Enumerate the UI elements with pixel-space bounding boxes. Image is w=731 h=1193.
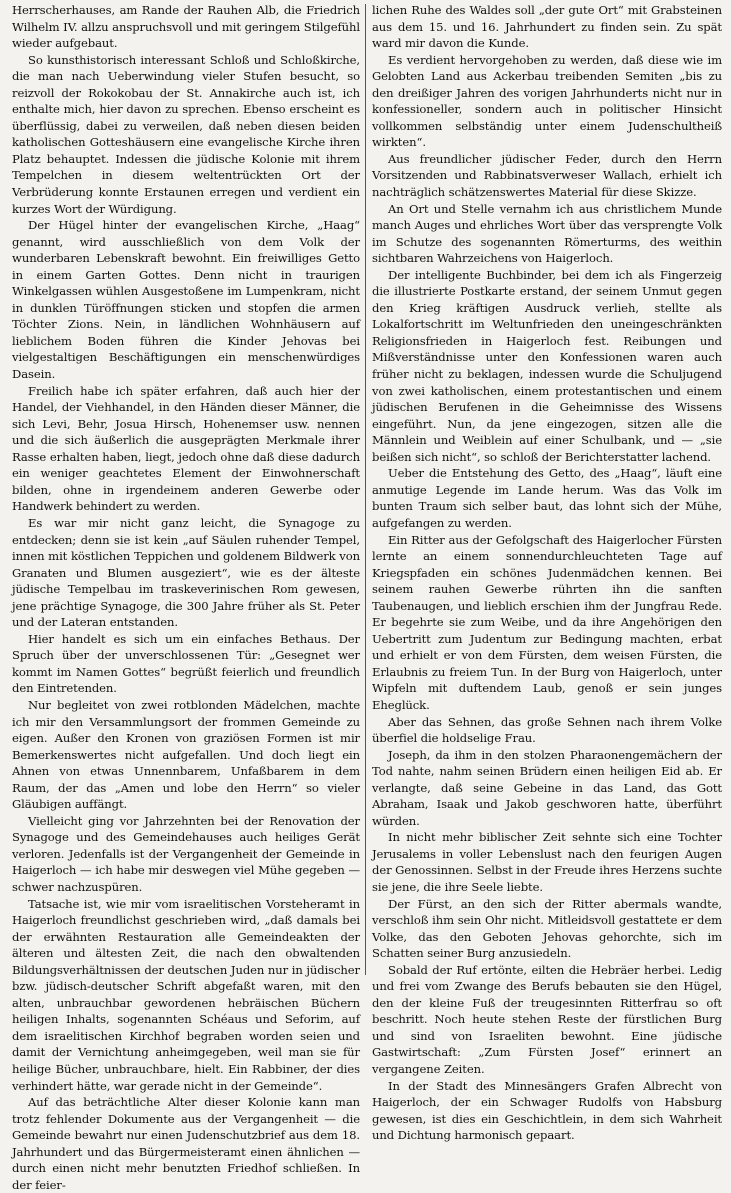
paragraph: lichen Ruhe des Waldes soll „der gute Ort“ mit Grabsteinen aus dem 15. und 16. Jahrhundert zu finden sein. Zu spät ward mir davon die Kunde. (372, 3, 722, 51)
paragraph: Hier handelt es sich um ein einfaches Bethaus. Der Spruch über der unverschlossenen Tür: „Gesegnet wer kommt im Namen Gottes“ begrüßt feierlich und freundlich den Eintretenden. (12, 631, 360, 696)
paragraph: Es verdient hervorgehoben zu werden, daß diese wie im Gelobten Land aus Ackerbau treibenden Semiten „bis zu den dreißiger Jahren des vorigen Jahrhunderts nicht nur in konfessioneller, sondern auch in politischer Hinsicht vollkommen selbständig unter einem Judenschultheiß wirkten“. (372, 52, 722, 150)
paragraph: Der Hügel hinter der evangelischen Kirche, „Haag“ genannt, wird ausschließlich von dem Volk der wunderbaren Lebenskraft bewohnt. Ein freiwilliges Getto in einem Garten Gottes. Denn nicht in traurigen Winkelgassen wühlen Ausgestoßene im Lumpenkram, nicht in dunklen Türöffnungen sticken und stopfen die armen Töchter Zions. Nein, in ländlichen Wohnhäusern auf lieblichem Boden führen die Kinder Jehovas bei vielgestaltigen Beschäftigungen ein menschenwürdiges Dasein. (12, 218, 360, 382)
paragraph: So kunsthistorisch interessant Schloß und Schloßkirche, die man nach Ueberwindung vieler Stufen besucht, so reizvoll der Rokokobau der St. Annakirche auch ist, ich enthalte mich, hier davon zu sprechen. Ebenso erscheint es überflüssig, dabei zu verweilen, daß neben diesen beiden katholischen Gotteshäusern eine evangelische Kirche ihren Platz behauptet. Indessen die jüdische Kolonie mit ihrem Tempelchen in diesem weltentrückten Ort der Verbrüderung konnte Erstaunen erregen und verdient ein kurzes Wort der Würdigung. (12, 52, 360, 216)
paragraph: An Ort und Stelle vernahm ich aus christlichem Munde manch Auges und ehrliches Wort über das versprengte Volk im Schutze des sogenannten Römerturms, des weithin sichtbaren Wahrzeichens von Haigerloch. (372, 201, 722, 266)
column-divider (365, 4, 366, 975)
paragraph: Aus freundlicher jüdischer Feder, durch den Herrn Vorsitzenden und Rabbinatsverweser Wallach, erhielt ich nachträglich schätzenswertes Material für diese Skizze. (372, 151, 722, 200)
paragraph: Tatsache ist, wie mir vom israelitischen Vorsteheramt in Haigerloch freundlichst geschrieben wird, „daß damals bei der erwähnten Restauration alle Gemeindeakten der älteren und ältesten Zeit, die nach den obwaltenden Bildungsverhältnissen der deutschen Juden nur in jüdischer bzw. jüdisch-deutscher Schrift abgefaßt waren, mit den alten, unbrauchbar gewordenen hebräischen Büchern heiligen Inhalts, sogenannten Schéaus und Seforim, auf dem israelitischen Kirchhof begraben worden seien und damit der Vernichtung anheimgegeben, weil man sie für heilige Bücher, unbrauchbare, hielt. Ein Rabbiner, der dies verhindert hätte, war gerade nicht in der Gemeinde“. (12, 896, 360, 1093)
paragraph: Auf das beträchtliche Alter dieser Kolonie kann man trotz fehlender Dokumente aus der Vergangenheit — die Gemeinde bewahrt nur einen Judenschutzbrief aus dem 18. Jahrhundert und das Bürgermeisteramt einen ähnlichen — durch einen nicht mehr benutzten Friedhof schließen. In der feier- (12, 1095, 360, 1192)
paragraph: Herrscherhauses, am Rande der Rauhen Alb, die Friedrich Wilhelm IV. allzu anspruchsvoll und mit geringem Stilgefühl wieder aufgebaut. (12, 3, 360, 51)
paragraph: Vielleicht ging vor Jahrzehnten bei der Renovation der Synagoge und des Gemeindehauses auch heiliges Gerät verloren. Jedenfalls ist der Vergangenheit der Gemeinde in Haigerloch — ich habe mir deswegen viel Mühe gegeben — schwer nachzuspüren. (12, 813, 360, 894)
paragraph: Nur begleitet von zwei rotblonden Mädelchen, machte ich mir den Versammlungsort der frommen Gemeinde zu eigen. Außer den Kronen von graziösen Formen ist mir Bemerkenswertes nicht aufgefallen. Und doch liegt ein Ahnen von etwas Unnennbarem, Unfaßbarem in dem Raum, der das „Amen und lobe den Herrn“ so vieler Gläubigen auffängt. (12, 697, 360, 812)
paragraph: Der intelligente Buchbinder, bei dem ich als Fingerzeig die illustrierte Postkarte erstand, der seinem Unmut gegen den Krieg kräftigen Ausdruck verlieh, stellte als Lokalfortschritt im Weltunfrieden den uneingeschränkten Religionsfrieden in Haigerloch fest. Reibungen und Mißverständnisse unter den Konfessionen waren auch früher nicht zu beklagen, indessen wurde die Schuljugend von zwei katholischen, einem protestantischen und einem jüdischen Berufenen in die Geheimnisse des Wissens eingeführt. Nun, da jene eingezogen, sitzen alle die Männlein und Weiblein auf einer Schulbank, und — „sie beißen sich nicht“, so schloß der Berichterstatter lachend. (372, 267, 722, 464)
paragraph: Der Fürst, an den sich der Ritter abermals wandte, verschloß ihm sein Ohr nicht. Mitleidsvoll gestattete er dem Volke, das den Geboten Jehovas gehorchte, sich im Schatten seiner Burg anzusiedeln. (372, 896, 722, 961)
paragraph: Aber das Sehnen, das große Sehnen nach ihrem Volke überfiel die holdselige Frau. (372, 714, 722, 746)
paragraph: In der Stadt des Minnesängers Grafen Albrecht von Haigerloch, der ein Schwager Rudolfs von Habsburg gewesen, ist dies ein Geschichtlein, in dem sich Wahrheit und Dichtung harmonisch gepaart. (372, 1078, 722, 1143)
paragraph: Es war mir nicht ganz leicht, die Synagoge zu entdecken; denn sie ist kein „auf Säulen ruhender Tempel, innen mit köstlichen Teppichen und goldenem Bildwerk von Granaten und Blumen ausgeziert“, wie es der älteste jüdische Tempelbau im traskeverinischen Rom gewesen, jene prächtige Synagoge, die 300 Jahre früher als St. Peter und der Lateran entstanden. (12, 515, 360, 630)
paragraph: Sobald der Ruf ertönte, eilten die Hebräer herbei. Ledig und frei vom Zwange des Berufs bebauten sie den Hügel, den der kleine Fuß der treugesinnten Ritterfrau so oft beschritt. Noch heute stehen Reste der fürstlichen Burg und sind von Israeliten bewohnt. Eine jüdische Gastwirtschaft: „Zum Fürsten Josef“ erinnert an vergangene Zeiten. (372, 962, 722, 1076)
paragraph: Joseph, da ihm in den stolzen Pharaonengemächern der Tod nahte, nahm seinen Brüdern einen heiligen Eid ab. Er verlangte, daß seine Gebeine in das Land, das Gott Abraham, Isaak und Jakob geschworen hatte, überführt würden. (372, 747, 722, 828)
paragraph: Ueber die Entstehung des Getto, des „Haag“, läuft eine anmutige Legende im Lande herum. Was das Volk im bunten Traum sich selber baut, das lohnt sich der Mühe, aufgefangen zu werden. (372, 466, 722, 530)
right-text-column (372, 2, 722, 1143)
paragraph: In nicht mehr biblischer Zeit sehnte sich eine Tochter Jerusalems in voller Lebenslust nach den feurigen Augen der Genossinnen. Selbst in der Freude ihres Herzens suchte sie jene, die ihre Seele liebte. (372, 830, 722, 894)
paragraph: Ein Ritter aus der Gefolgschaft des Haigerlocher Fürsten lernte an einem sonnendurchleuchteten Tage auf Kriegspfaden ein schönes Judenmädchen kennen. Bei seinem rauhen Gewerbe rührten ihn die sanften Taubenaugen, und lieblich erschien ihm der Jungfrau Rede. Er begehrte sie zum Weibe, und da ihre Angehörigen den Uebertritt zum Judentum zur Bedingung machten, erbat und erhielt er von dem Fürsten, dem weisen Fürsten, die Erlaubnis zu freiem Tun. In der Burg von Haigerloch, unter Wipfeln mit duftendem Laub, genoß er sein junges Eheglück. (372, 532, 722, 712)
paragraph: Freilich habe ich später erfahren, daß auch hier der Handel, der Viehhandel, in den Händen dieser Männer, die sich Levi, Behr, Josua Hirsch, Hohenemser usw. nennen und die sich äußerlich die ausgeprägten Merkmale ihrer Rasse erhalten haben, liegt, jedoch ohne daß diese dadurch ein weniger geachtetes Element der Einwohnerschaft bilden, ohne in irgendeinem anderen Gewerbe oder Handwerk behindert zu werden. (12, 383, 360, 514)
left-text-column (12, 2, 360, 1192)
